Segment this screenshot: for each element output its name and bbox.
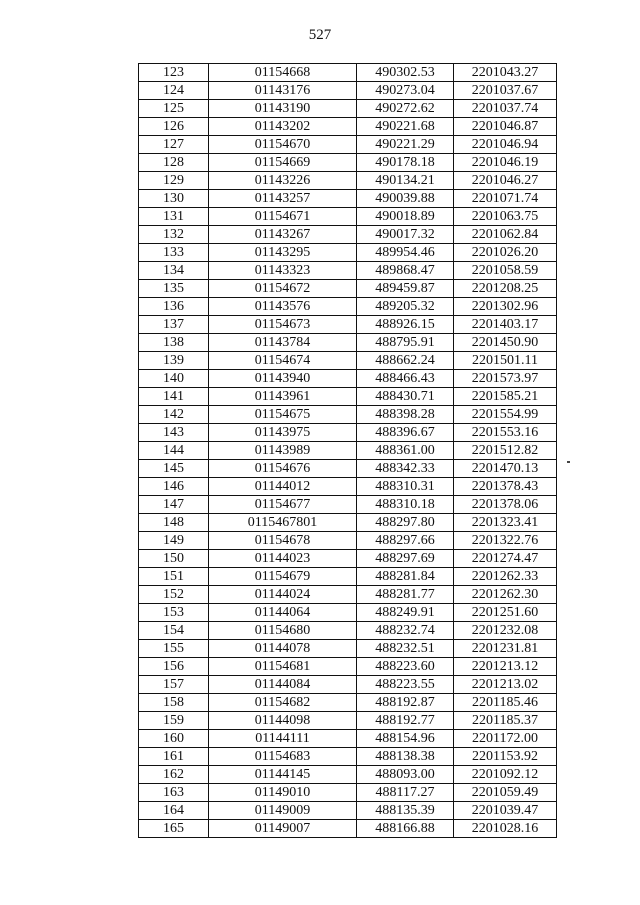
row-number-cell: 150 (139, 550, 209, 568)
y-coordinate-cell: 2201092.12 (454, 766, 557, 784)
row-number-cell: 164 (139, 802, 209, 820)
table-row (139, 388, 557, 406)
point-id-cell: 01143226 (209, 172, 357, 190)
x-coordinate-cell: 488232.51 (357, 640, 454, 658)
row-number-cell: 129 (139, 172, 209, 190)
table-row (139, 154, 557, 172)
point-id-cell: 01144012 (209, 478, 357, 496)
y-coordinate-cell: 2201213.02 (454, 676, 557, 694)
table-row (139, 136, 557, 154)
row-number-cell: 141 (139, 388, 209, 406)
y-coordinate-cell: 2201046.94 (454, 136, 557, 154)
x-coordinate-cell: 490039.88 (357, 190, 454, 208)
row-number-cell: 152 (139, 586, 209, 604)
y-coordinate-cell: 2201172.00 (454, 730, 557, 748)
x-coordinate-cell: 490221.29 (357, 136, 454, 154)
point-id-cell: 01149010 (209, 784, 357, 802)
row-number-cell: 130 (139, 190, 209, 208)
row-number-cell: 157 (139, 676, 209, 694)
x-coordinate-cell: 490134.21 (357, 172, 454, 190)
point-id-cell: 01144078 (209, 640, 357, 658)
y-coordinate-cell: 2201378.06 (454, 496, 557, 514)
table-row (139, 784, 557, 802)
y-coordinate-cell: 2201501.11 (454, 352, 557, 370)
row-number-cell: 128 (139, 154, 209, 172)
point-id-cell: 01154675 (209, 406, 357, 424)
point-id-cell: 01154681 (209, 658, 357, 676)
y-coordinate-cell: 2201153.92 (454, 748, 557, 766)
point-id-cell: 01154677 (209, 496, 357, 514)
point-id-cell: 01149009 (209, 802, 357, 820)
x-coordinate-cell: 490273.04 (357, 82, 454, 100)
x-coordinate-cell: 488117.27 (357, 784, 454, 802)
y-coordinate-cell: 2201554.99 (454, 406, 557, 424)
table-row (139, 514, 557, 532)
point-id-cell: 01154671 (209, 208, 357, 226)
point-id-cell: 01143202 (209, 118, 357, 136)
row-number-cell: 163 (139, 784, 209, 802)
x-coordinate-cell: 488297.69 (357, 550, 454, 568)
x-coordinate-cell: 489954.46 (357, 244, 454, 262)
row-number-cell: 124 (139, 82, 209, 100)
x-coordinate-cell: 488310.31 (357, 478, 454, 496)
table-row (139, 820, 557, 838)
x-coordinate-cell: 488396.67 (357, 424, 454, 442)
y-coordinate-cell: 2201470.13 (454, 460, 557, 478)
x-coordinate-cell: 489205.32 (357, 298, 454, 316)
y-coordinate-cell: 2201046.87 (454, 118, 557, 136)
table-row (139, 172, 557, 190)
point-id-cell: 01143989 (209, 442, 357, 460)
table-row (139, 190, 557, 208)
y-coordinate-cell: 2201274.47 (454, 550, 557, 568)
table-row (139, 640, 557, 658)
table-row (139, 712, 557, 730)
y-coordinate-cell: 2201063.75 (454, 208, 557, 226)
row-number-cell: 160 (139, 730, 209, 748)
table-row (139, 118, 557, 136)
x-coordinate-cell: 488795.91 (357, 334, 454, 352)
row-number-cell: 155 (139, 640, 209, 658)
row-number-cell: 165 (139, 820, 209, 838)
point-id-cell: 01143323 (209, 262, 357, 280)
table-row (139, 694, 557, 712)
row-number-cell: 136 (139, 298, 209, 316)
y-coordinate-cell: 2201450.90 (454, 334, 557, 352)
point-id-cell: 01143295 (209, 244, 357, 262)
row-number-cell: 123 (139, 64, 209, 82)
row-number-cell: 138 (139, 334, 209, 352)
stray-mark (567, 461, 570, 463)
point-id-cell: 01143975 (209, 424, 357, 442)
x-coordinate-cell: 488154.96 (357, 730, 454, 748)
point-id-cell: 01144064 (209, 604, 357, 622)
table-row (139, 496, 557, 514)
y-coordinate-cell: 2201322.76 (454, 532, 557, 550)
row-number-cell: 131 (139, 208, 209, 226)
point-id-cell: 01154668 (209, 64, 357, 82)
coordinates-table (138, 63, 557, 838)
x-coordinate-cell: 488281.84 (357, 568, 454, 586)
coordinates-table-body (139, 64, 557, 838)
y-coordinate-cell: 2201062.84 (454, 226, 557, 244)
x-coordinate-cell: 488166.88 (357, 820, 454, 838)
y-coordinate-cell: 2201232.08 (454, 622, 557, 640)
point-id-cell: 01144098 (209, 712, 357, 730)
table-row (139, 604, 557, 622)
x-coordinate-cell: 488398.28 (357, 406, 454, 424)
point-id-cell: 01144024 (209, 586, 357, 604)
y-coordinate-cell: 2201046.27 (454, 172, 557, 190)
y-coordinate-cell: 2201059.49 (454, 784, 557, 802)
y-coordinate-cell: 2201573.97 (454, 370, 557, 388)
point-id-cell: 01149007 (209, 820, 357, 838)
point-id-cell: 01144084 (209, 676, 357, 694)
point-id-cell: 01143961 (209, 388, 357, 406)
point-id-cell: 01143257 (209, 190, 357, 208)
table-row (139, 568, 557, 586)
y-coordinate-cell: 2201028.16 (454, 820, 557, 838)
point-id-cell: 01154669 (209, 154, 357, 172)
x-coordinate-cell: 488361.00 (357, 442, 454, 460)
x-coordinate-cell: 489868.47 (357, 262, 454, 280)
point-id-cell: 01143784 (209, 334, 357, 352)
y-coordinate-cell: 2201071.74 (454, 190, 557, 208)
x-coordinate-cell: 489459.87 (357, 280, 454, 298)
table-row (139, 550, 557, 568)
row-number-cell: 139 (139, 352, 209, 370)
y-coordinate-cell: 2201185.46 (454, 694, 557, 712)
x-coordinate-cell: 488342.33 (357, 460, 454, 478)
row-number-cell: 151 (139, 568, 209, 586)
table-row (139, 298, 557, 316)
point-id-cell: 01154683 (209, 748, 357, 766)
table-row (139, 766, 557, 784)
point-id-cell: 01154680 (209, 622, 357, 640)
point-id-cell: 01154670 (209, 136, 357, 154)
table-row (139, 82, 557, 100)
x-coordinate-cell: 490018.89 (357, 208, 454, 226)
x-coordinate-cell: 488297.80 (357, 514, 454, 532)
x-coordinate-cell: 490017.32 (357, 226, 454, 244)
point-id-cell: 01144111 (209, 730, 357, 748)
row-number-cell: 142 (139, 406, 209, 424)
x-coordinate-cell: 488249.91 (357, 604, 454, 622)
table-row (139, 370, 557, 388)
point-id-cell: 01154682 (209, 694, 357, 712)
table-row (139, 64, 557, 82)
y-coordinate-cell: 2201037.67 (454, 82, 557, 100)
y-coordinate-cell: 2201037.74 (454, 100, 557, 118)
row-number-cell: 145 (139, 460, 209, 478)
y-coordinate-cell: 2201026.20 (454, 244, 557, 262)
table-row (139, 658, 557, 676)
y-coordinate-cell: 2201058.59 (454, 262, 557, 280)
table-row (139, 442, 557, 460)
table-row (139, 262, 557, 280)
row-number-cell: 143 (139, 424, 209, 442)
y-coordinate-cell: 2201302.96 (454, 298, 557, 316)
point-id-cell: 01143176 (209, 82, 357, 100)
y-coordinate-cell: 2201046.19 (454, 154, 557, 172)
x-coordinate-cell: 488135.39 (357, 802, 454, 820)
row-number-cell: 146 (139, 478, 209, 496)
y-coordinate-cell: 2201039.47 (454, 802, 557, 820)
point-id-cell: 01154678 (209, 532, 357, 550)
row-number-cell: 159 (139, 712, 209, 730)
point-id-cell: 01154673 (209, 316, 357, 334)
table-row (139, 244, 557, 262)
x-coordinate-cell: 488223.60 (357, 658, 454, 676)
y-coordinate-cell: 2201323.41 (454, 514, 557, 532)
row-number-cell: 127 (139, 136, 209, 154)
row-number-cell: 154 (139, 622, 209, 640)
row-number-cell: 158 (139, 694, 209, 712)
row-number-cell: 162 (139, 766, 209, 784)
y-coordinate-cell: 2201262.30 (454, 586, 557, 604)
table-row (139, 622, 557, 640)
point-id-cell: 01154676 (209, 460, 357, 478)
row-number-cell: 156 (139, 658, 209, 676)
row-number-cell: 140 (139, 370, 209, 388)
point-id-cell: 01154672 (209, 280, 357, 298)
y-coordinate-cell: 2201185.37 (454, 712, 557, 730)
y-coordinate-cell: 2201403.17 (454, 316, 557, 334)
row-number-cell: 161 (139, 748, 209, 766)
row-number-cell: 147 (139, 496, 209, 514)
point-id-cell: 01143940 (209, 370, 357, 388)
x-coordinate-cell: 488192.87 (357, 694, 454, 712)
point-id-cell: 01143576 (209, 298, 357, 316)
x-coordinate-cell: 490272.62 (357, 100, 454, 118)
point-id-cell: 01154679 (209, 568, 357, 586)
y-coordinate-cell: 2201262.33 (454, 568, 557, 586)
table-row (139, 676, 557, 694)
point-id-cell: 01144023 (209, 550, 357, 568)
table-row (139, 478, 557, 496)
x-coordinate-cell: 488281.77 (357, 586, 454, 604)
x-coordinate-cell: 488138.38 (357, 748, 454, 766)
x-coordinate-cell: 488232.74 (357, 622, 454, 640)
x-coordinate-cell: 488430.71 (357, 388, 454, 406)
point-id-cell: 0115467801 (209, 514, 357, 532)
x-coordinate-cell: 488192.77 (357, 712, 454, 730)
row-number-cell: 133 (139, 244, 209, 262)
page-number: 527 (308, 27, 332, 43)
row-number-cell: 153 (139, 604, 209, 622)
y-coordinate-cell: 2201208.25 (454, 280, 557, 298)
table-row (139, 748, 557, 766)
table-row (139, 406, 557, 424)
table-row (139, 424, 557, 442)
x-coordinate-cell: 488310.18 (357, 496, 454, 514)
point-id-cell: 01144145 (209, 766, 357, 784)
row-number-cell: 135 (139, 280, 209, 298)
table-row (139, 316, 557, 334)
row-number-cell: 134 (139, 262, 209, 280)
table-row (139, 460, 557, 478)
table-row (139, 334, 557, 352)
table-row (139, 208, 557, 226)
row-number-cell: 126 (139, 118, 209, 136)
point-id-cell: 01143267 (209, 226, 357, 244)
x-coordinate-cell: 490178.18 (357, 154, 454, 172)
table-row (139, 100, 557, 118)
row-number-cell: 125 (139, 100, 209, 118)
y-coordinate-cell: 2201231.81 (454, 640, 557, 658)
row-number-cell: 132 (139, 226, 209, 244)
y-coordinate-cell: 2201585.21 (454, 388, 557, 406)
y-coordinate-cell: 2201512.82 (454, 442, 557, 460)
x-coordinate-cell: 488297.66 (357, 532, 454, 550)
x-coordinate-cell: 488223.55 (357, 676, 454, 694)
row-number-cell: 137 (139, 316, 209, 334)
x-coordinate-cell: 490221.68 (357, 118, 454, 136)
x-coordinate-cell: 490302.53 (357, 64, 454, 82)
x-coordinate-cell: 488926.15 (357, 316, 454, 334)
row-number-cell: 149 (139, 532, 209, 550)
y-coordinate-cell: 2201378.43 (454, 478, 557, 496)
y-coordinate-cell: 2201043.27 (454, 64, 557, 82)
table-row (139, 280, 557, 298)
y-coordinate-cell: 2201251.60 (454, 604, 557, 622)
point-id-cell: 01143190 (209, 100, 357, 118)
table-row (139, 802, 557, 820)
table-row (139, 730, 557, 748)
table-row (139, 532, 557, 550)
row-number-cell: 144 (139, 442, 209, 460)
x-coordinate-cell: 488662.24 (357, 352, 454, 370)
table-row (139, 586, 557, 604)
table-row (139, 226, 557, 244)
x-coordinate-cell: 488093.00 (357, 766, 454, 784)
point-id-cell: 01154674 (209, 352, 357, 370)
row-number-cell: 148 (139, 514, 209, 532)
y-coordinate-cell: 2201213.12 (454, 658, 557, 676)
table-row (139, 352, 557, 370)
y-coordinate-cell: 2201553.16 (454, 424, 557, 442)
x-coordinate-cell: 488466.43 (357, 370, 454, 388)
